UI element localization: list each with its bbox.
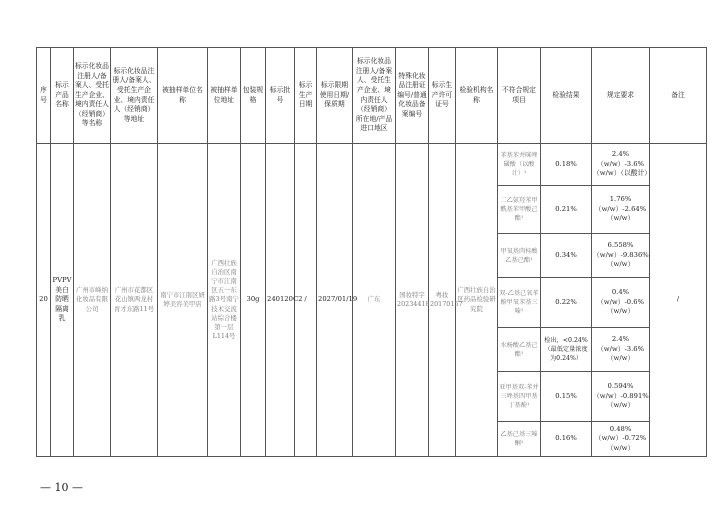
cell-special-no: 国妆特字20234418	[396, 144, 429, 457]
header-expiry: 标示限期使用日期/保质期	[317, 48, 353, 144]
cell-requirement: 0.48%（w/w）-0.72%（w/w）	[592, 422, 650, 457]
header-license: 标示生产许可证号	[429, 48, 456, 144]
cell-item: 水杨酸乙基己酯¹	[498, 328, 541, 372]
table-row	[37, 144, 707, 186]
sampling-results-table	[36, 47, 707, 457]
header-remark: 备注	[650, 48, 707, 144]
header-origin: 标示化妆品注册人/备案人、受托生产企业、境内责任人（经销商）所在地/产品进口地区	[353, 48, 396, 144]
cell-result: 0.22%	[541, 278, 592, 328]
cell-result: 0.21%	[541, 186, 592, 234]
cell-result: 0.15%	[541, 372, 592, 422]
cell-item: 苯基苯并咪唑磺酸（以酸计）¹	[498, 144, 541, 186]
cell-registrant-address: 广州市花都区花山镇两龙村育才东路11号	[111, 144, 158, 457]
cell-license: 粤妆20170157	[429, 144, 456, 457]
cell-result: 0.16%	[541, 422, 592, 457]
cell-sampled-unit: 南宁市江南区妍婷美容美甲店	[158, 144, 208, 457]
cell-requirement: 0.594%（w/w）-0.891%（w/w）	[592, 372, 650, 422]
header-prod-date: 标示生产日期	[295, 48, 317, 144]
cell-item: 甲氧基肉桂酸乙基己酯¹	[498, 234, 541, 278]
cell-requirement: 2.4%（w/w）-3.6%（w/w）	[592, 328, 650, 372]
header-registrant-address: 标示化妆品注册人/备案人、受托生产企业、境内责任人（经销商）等地址	[111, 48, 158, 144]
header-seq: 序号	[37, 48, 51, 144]
cell-expiry: 2027/01/19	[317, 144, 353, 457]
header-requirement: 规定要求	[592, 48, 650, 144]
page-number: — 10 —	[40, 481, 83, 494]
cell-remark: /	[650, 144, 707, 457]
header-batch: 标示批号	[266, 48, 295, 144]
cell-sampled-address: 广西壮族自治区南宁市江南区五一东路3号南宁技术交流站综合楼第一层L114号	[208, 144, 241, 457]
header-sampled-address: 被抽样单位地址	[208, 48, 241, 144]
cell-spec: 30g	[241, 144, 266, 457]
header-spec: 包装规格	[241, 48, 266, 144]
cell-item: 亚甲基双-苯并三唑基四甲基丁基酚¹	[498, 372, 541, 422]
cell-item: 乙基己基三嗪酮¹	[498, 422, 541, 457]
cell-result: 0.18%	[541, 144, 592, 186]
header-lab: 检验机构名称	[456, 48, 498, 144]
cell-requirement: 6.558%（w/w）-9.836%（w/w）	[592, 234, 650, 278]
header-product-name: 标示产品名称	[51, 48, 74, 144]
header-sampled-unit: 被抽样单位名称	[158, 48, 208, 144]
cell-lab: 广西壮族自治区药品检验研究院	[456, 144, 498, 457]
cell-registrant: 广州市峰纳化妆品有限公司	[74, 144, 111, 457]
header-registrant: 标示化妆品注册人/备案人、受托生产企业、境内责任人（经销商）等名称	[74, 48, 111, 144]
header-row	[37, 48, 707, 144]
cell-item: 双-乙基己氧苯酚甲氧苯基三嗪¹	[498, 278, 541, 328]
cell-origin: 广东	[353, 144, 396, 457]
header-item: 不符合规定项目	[498, 48, 541, 144]
cell-result: 检出，<0.24%（最低定量浓度为0.24%）	[541, 328, 592, 372]
cell-prod-date: /	[295, 144, 317, 457]
header-special-no: 特殊化妆品注册证编号/普通化妆品备案编号	[396, 48, 429, 144]
cell-requirement: 0.4%（w/w）-0.6%（w/w）	[592, 278, 650, 328]
cell-result: 0.34%	[541, 234, 592, 278]
cell-requirement: 2.4%（w/w）-3.6%（w/w）（以酸计）	[592, 144, 650, 186]
header-result: 检验结果	[541, 48, 592, 144]
cell-product-name: PVPV美白防晒隔离乳	[51, 144, 74, 457]
cell-seq: 20	[37, 144, 51, 457]
cell-batch: 240120C2	[266, 144, 295, 457]
cell-item: 二乙氨羟苯甲酰基苯甲酸己酯¹	[498, 186, 541, 234]
cell-requirement: 1.76%（w/w）-2.64%（w/w）	[592, 186, 650, 234]
